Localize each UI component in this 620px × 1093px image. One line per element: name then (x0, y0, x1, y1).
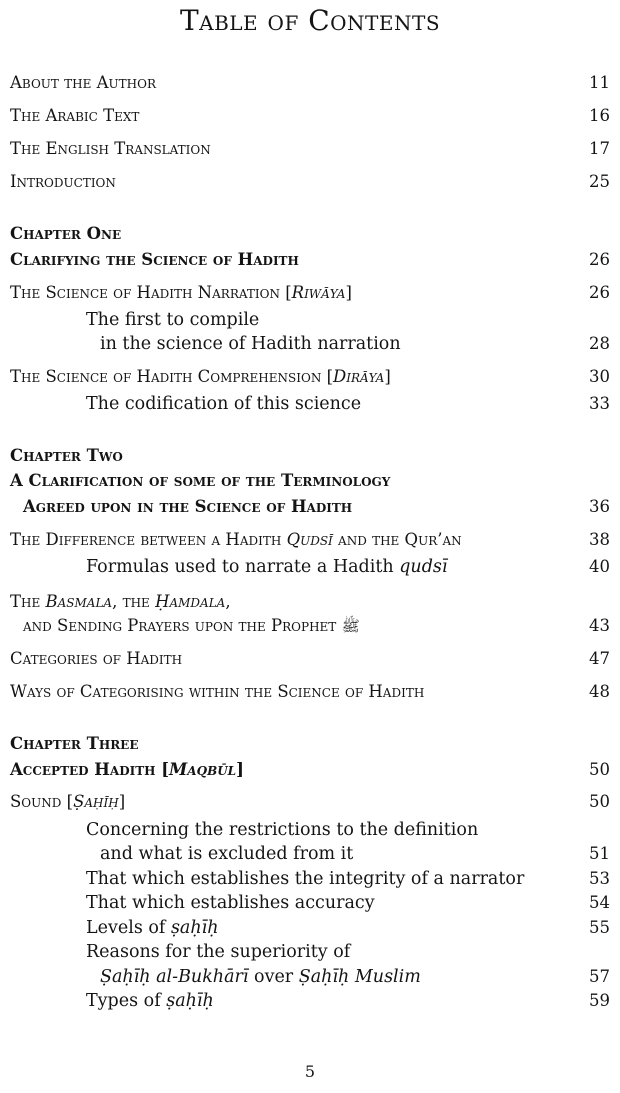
toc-subentry-integrity[interactable] (10, 867, 610, 891)
toc-entry-label: and Sending Prayers upon the Prophet ﷺ (23, 616, 360, 635)
toc-page-number: 30 (589, 367, 610, 386)
toc-chapter-heading (10, 444, 610, 468)
toc-subentry-types[interactable] (10, 989, 610, 1013)
chapter-label: Chapter Three (10, 734, 139, 753)
toc-page-number: 59 (589, 991, 610, 1010)
toc-entry-label: A Clarification of some of the Terminology (10, 471, 391, 490)
toc-page-number: 40 (589, 557, 610, 576)
toc-page-number: 43 (589, 616, 610, 635)
toc-entry-label: That which establishes accuracy (86, 893, 375, 913)
toc-entry-label: Levels of ṣaḥīḥ (86, 918, 219, 938)
toc-subentry-codification[interactable] (10, 392, 610, 416)
page-title: Table of Contents (179, 4, 441, 37)
toc-page-number: 53 (589, 869, 610, 888)
toc-page-number: 26 (589, 250, 610, 269)
toc-entry-hadith-narration[interactable] (10, 281, 610, 305)
toc-page-number: 48 (589, 682, 610, 701)
toc-entry-label: The codification of this science (86, 394, 362, 414)
toc-entry-label: in the science of Hadith narration (100, 334, 401, 354)
toc-subentry-superiority[interactable] (10, 940, 610, 964)
toc-page-number: 33 (589, 394, 610, 413)
toc-page-number: 25 (589, 172, 610, 191)
toc-entry-label: Types of ṣaḥīḥ (86, 991, 214, 1011)
toc-entry-label: The English Translation (10, 139, 211, 158)
toc-entry-label: and what is excluded from it (100, 844, 354, 864)
toc-entry-english-translation[interactable] (10, 137, 610, 161)
toc-page-number: 47 (589, 649, 610, 668)
toc-chapter-heading (10, 732, 610, 756)
toc-page-number: 55 (589, 918, 610, 937)
page-number: 5 (304, 1062, 316, 1081)
chapter-label: Chapter One (10, 224, 122, 243)
toc-entry-basmala-hamdala[interactable] (10, 590, 610, 614)
toc-entry-clarification-terminology-cont[interactable] (10, 495, 610, 519)
toc-page-number: 28 (589, 334, 610, 353)
toc-entry-label: Sound [Ṣaḥīḥ] (10, 792, 126, 811)
toc-subentry-first-to-compile[interactable] (10, 308, 610, 332)
toc-entry-label: Agreed upon in the Science of Hadith (23, 497, 353, 516)
toc-entry-clarification-terminology[interactable] (10, 469, 610, 493)
toc-page-number: 54 (589, 893, 610, 912)
toc-entry-sound[interactable] (10, 790, 610, 814)
toc-entry-label: Formulas used to narrate a Hadith qudsī (86, 557, 448, 577)
toc-entry-accepted-hadith[interactable] (10, 758, 610, 782)
toc-page-number: 16 (589, 106, 610, 125)
toc-entry-label: Accepted Hadith [Maqbūl] (10, 760, 244, 779)
toc-subentry-superiority-cont[interactable] (10, 965, 610, 989)
toc-entry-label: The Science of Hadith Comprehension [Dirāya] (10, 367, 391, 386)
toc-entry-label: About the Author (10, 73, 157, 92)
toc-entry-difference-qudsi[interactable] (10, 528, 610, 552)
toc-entry-label: Categories of Hadith (10, 649, 183, 668)
toc-entry-ways-categorising[interactable] (10, 680, 610, 704)
toc-page-number: 11 (589, 73, 610, 92)
toc-entry-label: Ṣaḥīḥ al-Bukhārī over Ṣaḥīḥ Muslim (100, 967, 421, 987)
toc-page-number: 38 (589, 530, 610, 549)
toc-entry-basmala-hamdala-cont[interactable] (10, 614, 610, 638)
toc-chapter-heading (10, 222, 610, 246)
toc-entry-clarifying-science[interactable] (10, 248, 610, 272)
toc-entry-label: Concerning the restrictions to the definition (86, 820, 479, 840)
toc-entry-label: Clarifying the Science of Hadith (10, 250, 299, 269)
salutation-symbol: ﷺ (341, 617, 360, 635)
toc-entry-label: The Arabic Text (10, 106, 140, 125)
toc-page-number: 26 (589, 283, 610, 302)
toc-entry-categories[interactable] (10, 647, 610, 671)
toc-entry-label: Ways of Categorising within the Science of Hadith (10, 682, 425, 701)
toc-page-number: 36 (589, 497, 610, 516)
toc-subentry-first-to-compile-cont[interactable] (10, 332, 610, 356)
toc-subentry-levels[interactable] (10, 916, 610, 940)
toc-subentry-accuracy[interactable] (10, 891, 610, 915)
toc-subentry-restrictions-cont[interactable] (10, 842, 610, 866)
toc-entry-hadith-comprehension[interactable] (10, 365, 610, 389)
chapter-label: Chapter Two (10, 446, 123, 465)
toc-entry-label: That which establishes the integrity of a narrator (86, 869, 525, 889)
toc-page-number: 51 (589, 844, 610, 863)
toc-entry-about-the-author[interactable] (10, 71, 610, 95)
toc-entry-arabic-text[interactable] (10, 104, 610, 128)
toc-entry-introduction[interactable] (10, 170, 610, 194)
toc-page-number: 17 (589, 139, 610, 158)
toc-entry-label: The Basmala, the Ḥamdala, (10, 592, 231, 611)
toc-page-number: 57 (589, 967, 610, 986)
toc-entry-label: The Difference between a Hadith Qudsī and the Qur’an (10, 530, 462, 549)
toc-subentry-restrictions[interactable] (10, 818, 610, 842)
toc-page-number: 50 (589, 792, 610, 811)
toc-subentry-formulas[interactable] (10, 555, 610, 579)
toc-entry-label: The first to compile (86, 310, 260, 330)
toc-entry-label: Introduction (10, 172, 116, 191)
toc-entry-label: Reasons for the superiority of (86, 942, 351, 962)
toc-entry-label: The Science of Hadith Narration [Riwāya] (10, 283, 352, 302)
toc-page-number: 50 (589, 760, 610, 779)
